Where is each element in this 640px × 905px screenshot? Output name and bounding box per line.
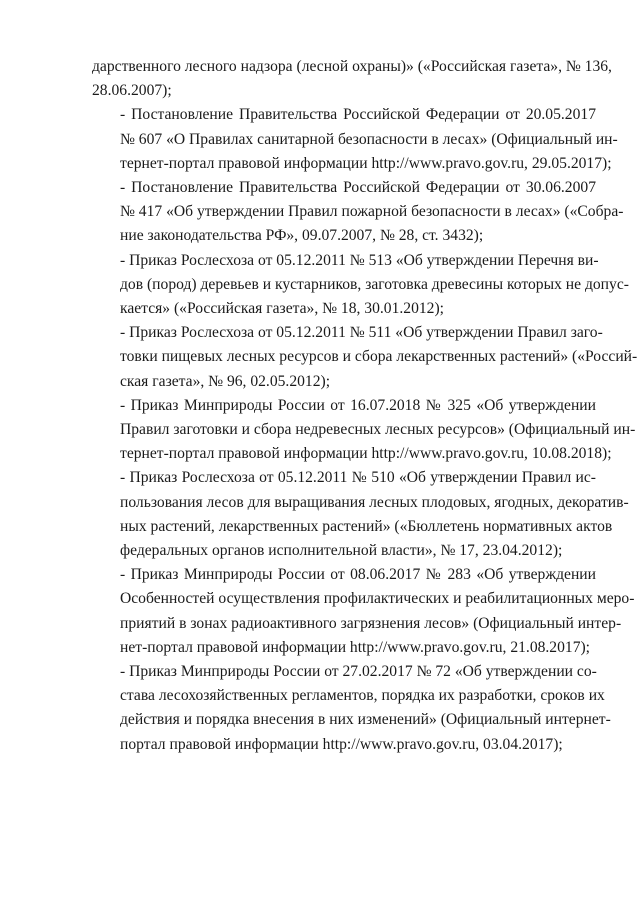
text-line: 28.06.2007); <box>92 82 172 100</box>
text-line: ние законодательства РФ», 09.07.2007, № 28, ст. 3432); <box>120 227 484 245</box>
text-line: кается» («Российская газета», № 18, 30.01.2012); <box>120 300 445 318</box>
text-line: Особенностей осуществления профилактических и реабилитационных меро- <box>120 590 635 608</box>
text-line: - Приказ Минприроды России от 16.07.2018 № 325 «Об утверждении <box>120 396 596 414</box>
text-line: товки пищевых лесных ресурсов и сбора лекарственных растений» («Россий- <box>120 348 638 366</box>
paragraph-order-283 <box>92 563 635 660</box>
text-line: - Приказ Рослесхоза от 05.12.2011 № 510 «Об утверждении Правил ис- <box>120 469 596 487</box>
paragraph-order-510 <box>92 466 629 563</box>
text-line: - Приказ Минприроды России от 27.02.2017 № 72 «Об утверждении со- <box>120 663 597 681</box>
paragraph-order-513 <box>92 249 629 322</box>
text-line: - Постановление Правительства Российской Федерации от 20.05.2017 <box>120 106 596 124</box>
text-line: Правил заготовки и сбора недревесных лесных ресурсов» (Официальный ин- <box>120 421 636 439</box>
text-line: ных растений, лекарственных растений» («Бюллетень нормативных актов <box>120 517 613 535</box>
text-line: приятий в зонах радиоактивного загрязнения лесов» (Официальный интер- <box>120 614 622 632</box>
text-line: тернет-портал правовой информации http://www.pravo.gov.ru, 29.05.2017); <box>120 154 612 172</box>
paragraph-decree-607 <box>92 103 618 176</box>
paragraph-order-72 <box>92 660 611 757</box>
text-line: действия и порядка внесения в них изменений» (Официальный интернет- <box>120 711 611 729</box>
text-line: тернет-портал правовой информации http://www.pravo.gov.ru, 10.08.2018); <box>120 445 612 463</box>
text-line: става лесохозяйственных регламентов, порядка их разработки, сроков их <box>120 687 605 705</box>
text-line: № 607 «О Правилах санитарной безопасности в лесах» (Официальный ин- <box>120 130 618 148</box>
text-line: - Постановление Правительства Российской Федерации от 30.06.2007 <box>120 179 596 197</box>
text-line: - Приказ Минприроды России от 08.06.2017 № 283 «Об утверждении <box>120 566 596 584</box>
paragraph-continuation <box>92 55 612 103</box>
paragraph-order-325 <box>92 394 636 467</box>
text-line: нет-портал правовой информации http://www.pravo.gov.ru, 21.08.2017); <box>120 638 591 656</box>
text-line: ская газета», № 96, 02.05.2012); <box>120 372 331 390</box>
text-line: дарственного лесного надзора (лесной охраны)» («Российская газета», № 136, <box>92 58 612 75</box>
text-line: - Приказ Рослесхоза от 05.12.2011 № 511 «Об утверждении Правил заго- <box>120 324 603 342</box>
text-line: дов (пород) деревьев и кустарников, заготовка древесины которых не допус- <box>120 275 629 293</box>
text-line: - Приказ Рослесхоза от 05.12.2011 № 513 «Об утверждении Перечня ви- <box>120 251 599 269</box>
text-line: № 417 «Об утверждении Правил пожарной безопасности в лесах» («Собра- <box>120 203 624 221</box>
paragraph-order-511 <box>92 321 638 394</box>
text-line: федеральных органов исполнительной власти», № 17, 23.04.2012); <box>120 542 563 560</box>
document-body <box>92 55 638 757</box>
paragraph-decree-417 <box>92 176 624 249</box>
text-line: портал правовой информации http://www.pravo.gov.ru, 03.04.2017); <box>120 735 563 753</box>
text-line: пользования лесов для выращивания лесных плодовых, ягодных, декоратив- <box>120 493 629 511</box>
